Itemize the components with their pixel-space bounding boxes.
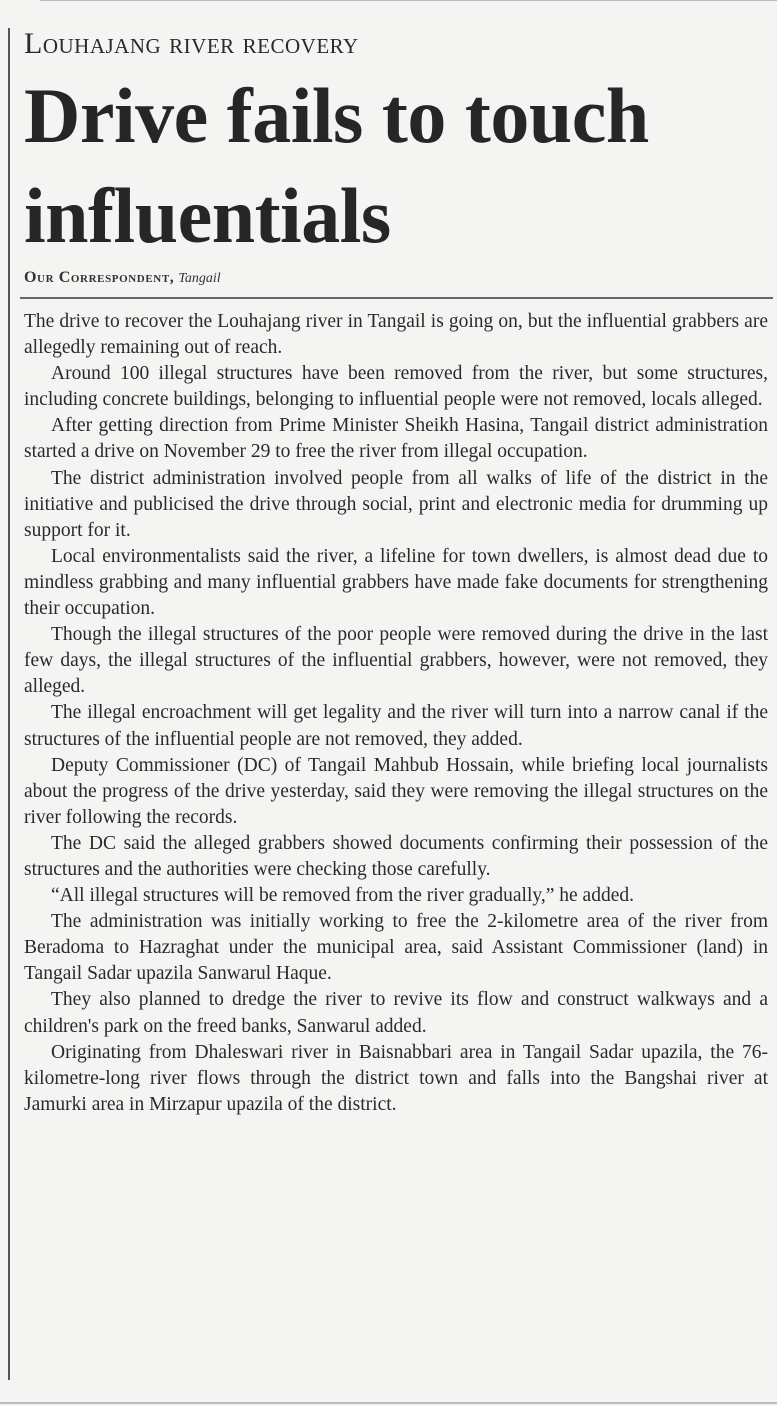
paragraph: The DC said the alleged grabbers showed documents confirming their possession of the structures and the authorities were checking those carefully. <box>24 832 768 880</box>
paragraph: Though the illegal structures of the poor people were removed during the drive in the last few days, the illegal structures of the influential grabbers, however, were not removed, they alleged. <box>24 624 768 698</box>
paragraph: After getting direction from Prime Minister Sheikh Hasina, Tangail district administration started a drive on November 29 to free the river from illegal occupation. <box>24 415 768 463</box>
paragraph: The administration was initially working to free the 2-kilometre area of the river from Beradoma to Hazraghat under the municipal area, said Assistant Commissioner (land) in Tangail Sadar upazila Sanwarul Haque. <box>24 911 768 985</box>
byline-divider <box>20 297 773 299</box>
paragraph: The district administration involved people from all walks of life of the district in the initiative and publicised the drive through social, print and electronic media for drumming up support for it. <box>24 467 768 541</box>
paragraph: “All illegal structures will be removed from the river gradually,” he added. <box>51 885 634 907</box>
top-border <box>40 0 777 1</box>
paragraph: Around 100 illegal structures have been removed from the river, but some structures, including concrete buildings, belonging to influential people were not removed, locals alleged. <box>24 363 768 411</box>
kicker: Louhajang river recovery <box>24 27 359 60</box>
paragraph: The illegal encroachment will get legality and the river will turn into a narrow canal if the structures of the influential people are not removed, they added. <box>24 702 768 750</box>
paragraph: Deputy Commissioner (DC) of Tangail Mahbub Hossain, while briefing local journalists about the progress of the drive yesterday, said they were removing the illegal structures on the river following the records. <box>24 754 768 828</box>
paragraph: Originating from Dhaleswari river in Baisnabbari area in Tangail Sadar upazila, the 76-kilometre-long river flows through the district town and falls into the Bangshai river at Jamurki area in Mirzapur upazila of the district. <box>24 1041 768 1115</box>
article-body <box>24 309 768 1118</box>
byline-author: Our Correspondent, <box>24 269 175 286</box>
paragraph: The drive to recover the Louhajang river in Tangail is going on, but the influential grabbers are allegedly remaining out of reach. <box>24 311 768 359</box>
bottom-border <box>0 1402 777 1404</box>
byline-location: Tangail <box>178 271 221 286</box>
paragraph: They also planned to dredge the river to revive its flow and construct walkways and a children's park on the freed banks, Sanwarul added. <box>24 989 768 1037</box>
paragraph: Local environmentalists said the river, a lifeline for town dwellers, is almost dead due to mindless grabbing and many influential grabbers have made fake documents for strengthening their occupation. <box>24 545 768 620</box>
column-rule <box>8 28 10 1380</box>
byline <box>24 267 221 290</box>
headline: Drive fails to touch influentials <box>24 72 649 259</box>
